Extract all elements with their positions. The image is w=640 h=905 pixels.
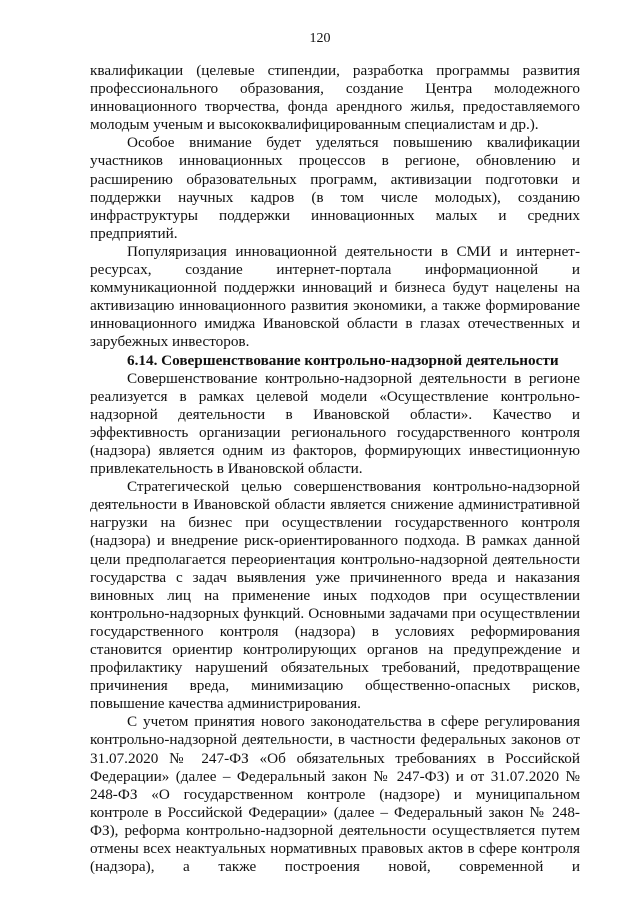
- page-number: 120: [309, 31, 331, 46]
- paragraph-qualification: квалификации (целевые стипендии, разработка программы развития профессионального образования, создание Центра молодежного инновационного творчества, фонда арендного жилья, предоставляемого молодым ученым и высококвалифицированным специалистам и др.).: [90, 62, 580, 134]
- paragraph-legislation: С учетом принятия нового законодательства в сфере регулирования контрольно-надзорной деятельности, в частности федеральных законов от 31.07.2020 № 247-ФЗ «Об обязательных требованиях в Российской Федерации» (далее – Федеральный закон № 247-ФЗ) и от 31.07.2020 № 248-ФЗ «О государственном контроле (надзоре) и муниципальном контроле в Российской Федерации» (далее – Федеральный закон № 248-ФЗ), реформа контрольно-надзорной деятельности осуществляется путем отмены всех неактуальных нормативных правовых актов в сфере контроля (надзора), а также построения новой, современной и: [90, 713, 580, 876]
- paragraph-strategic-goal: Стратегической целью совершенствования контрольно-надзорной деятельности в Ивановской области является снижение административной нагрузки на бизнес при осуществлении государственного контроля (надзора) и внедрение риск-ориентированного подхода. В рамках данной цели предполагается переориентация контрольно-надзорной деятельности государства с задач выявления уже причиненного вреда и наказания виновных лиц на применение иных подходов при осуществлении контрольно-надзорных функций. Основными задачами при осуществлении государственного контроля (надзора) в условиях реформирования становится ориентир контролирующих органов на предупреждение и профилактику нарушений обязательных требований, предотвращение причинения вреда, минимизацию общественно-опасных рисков, повышение качества администрирования.: [90, 478, 580, 713]
- paragraph-improvement: Совершенствование контрольно-надзорной деятельности в регионе реализуется в рамках целевой модели «Осуществление контрольно-надзорной деятельности в Ивановской области». Качество и эффективность организации регионального государственного контроля (надзора) является одним из факторов, формирующих инвестиционную привлекательность в Ивановской области.: [90, 369, 580, 478]
- document-body: [90, 62, 580, 876]
- section-heading: 6.14. Совершенствование контрольно-надзорной деятельности: [127, 351, 559, 369]
- paragraph-special-attention: Особое внимание будет уделяться повышению квалификации участников инновационных процессов в регионе, обновлению и расширению образовательных программ, активизации подготовки и поддержки научных кадров (в том числе молодых), созданию инфраструктуры поддержки инновационных малых и средних предприятий.: [90, 134, 580, 242]
- paragraph-popularization: Популяризация инновационной деятельности в СМИ и интернет-ресурсах, создание интернет-портала информационной и коммуникационной поддержки инноваций и бизнеса будут нацелены на активизацию инновационного развития экономики, а также формирование инновационного имиджа Ивановской области в глазах отечественных и зарубежных инвесторов.: [90, 242, 580, 351]
